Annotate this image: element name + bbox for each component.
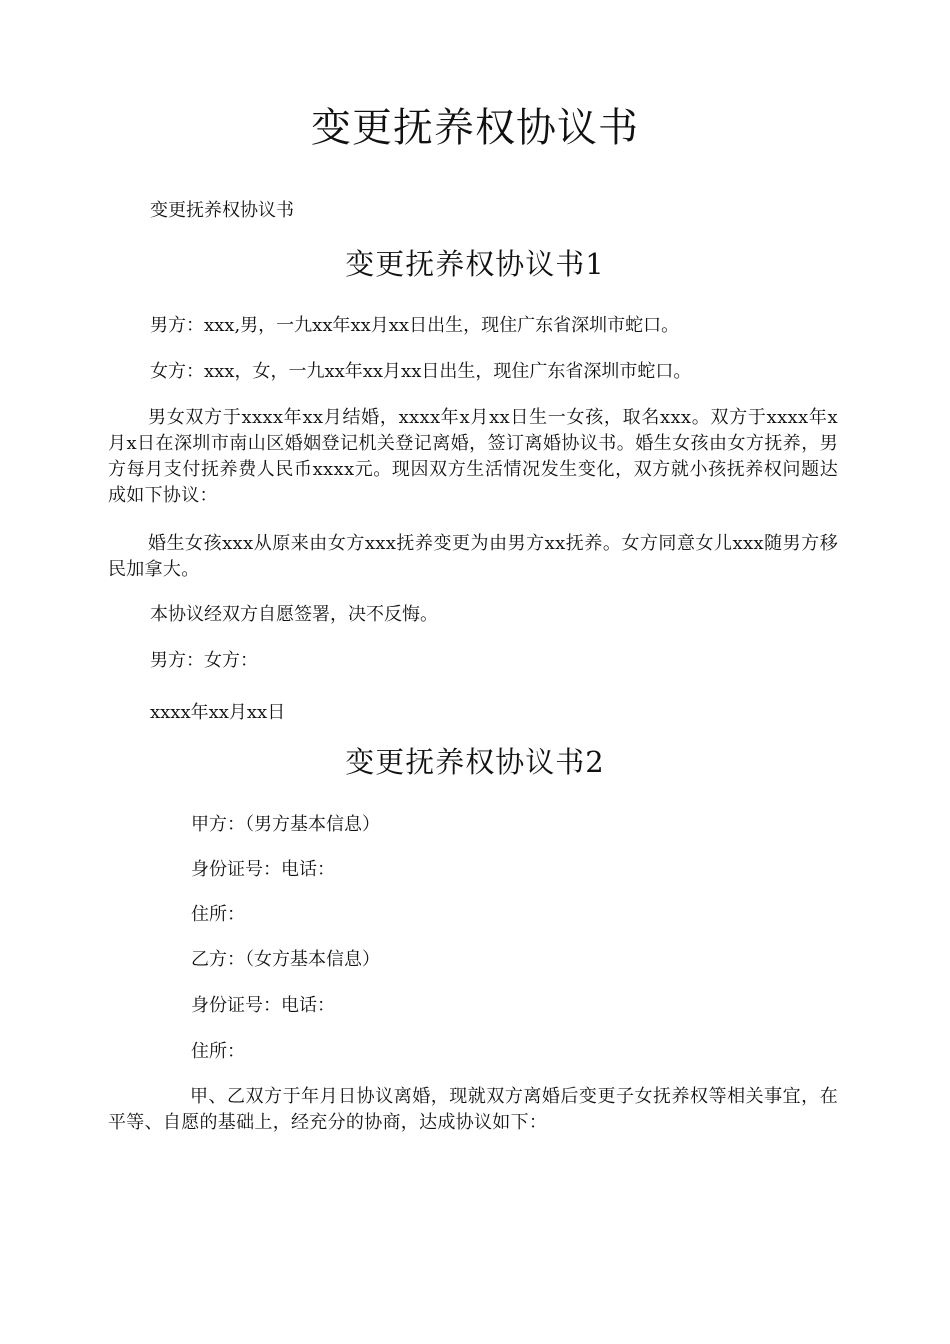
intro-line: 变更抚养权协议书: [150, 200, 294, 221]
agreement2-party-b-address: 住所：: [191, 1041, 245, 1062]
agreement1-clause: 婚生女孩xxx从原来由女方xxx抚养变更为由男方xx抚养。女方同意女儿xxx随男方移民加拿大。: [108, 533, 838, 580]
agreement1-statement: 本协议经双方自愿签署，决不反悔。: [150, 604, 438, 625]
agreement1-background: 男女双方于xxxx年xx月结婚，xxxx年x月xx日生一女孩，取名xxx。双方于xxxx年x月x日在深圳市南山区婚姻登记机关登记离婚，签订离婚协议书。婚生女孩由女方抚养，男方每月支付抚养费人民币xxxx元。现因双方生活情况发生变化，双方就小孩抚养权问题达成如下协议：: [108, 407, 838, 506]
agreement2-party-a-id: 身份证号：电话：: [191, 859, 335, 880]
document-title: 变更抚养权协议书: [311, 105, 639, 151]
agreement1-signatures: 男方：女方：: [150, 650, 258, 671]
agreement2-party-b: 乙方：（女方基本信息）: [191, 949, 380, 970]
agreement2-party-a-address: 住所：: [191, 904, 245, 925]
agreement2-title: 变更抚养权协议书2: [345, 745, 605, 779]
agreement2-party-b-id: 身份证号：电话：: [191, 995, 335, 1016]
agreement2-preamble: 甲、乙双方于年月日协议离婚，现就双方离婚后变更子女抚养权等相关事宜，在平等、自愿的基础上，经充分的协商，达成协议如下：: [108, 1086, 838, 1133]
agreement1-title: 变更抚养权协议书1: [345, 247, 605, 281]
agreement2-party-a: 甲方：（男方基本信息）: [191, 814, 380, 835]
agreement1-male-party: 男方：xxx,男，一九xx年xx月xx日出生，现住广东省深圳市蛇口。: [150, 315, 680, 336]
agreement1-date: xxxx年xx月xx日: [150, 702, 286, 723]
agreement1-female-party: 女方：xxx，女，一九xx年xx月xx日出生，现住广东省深圳市蛇口。: [150, 361, 692, 382]
